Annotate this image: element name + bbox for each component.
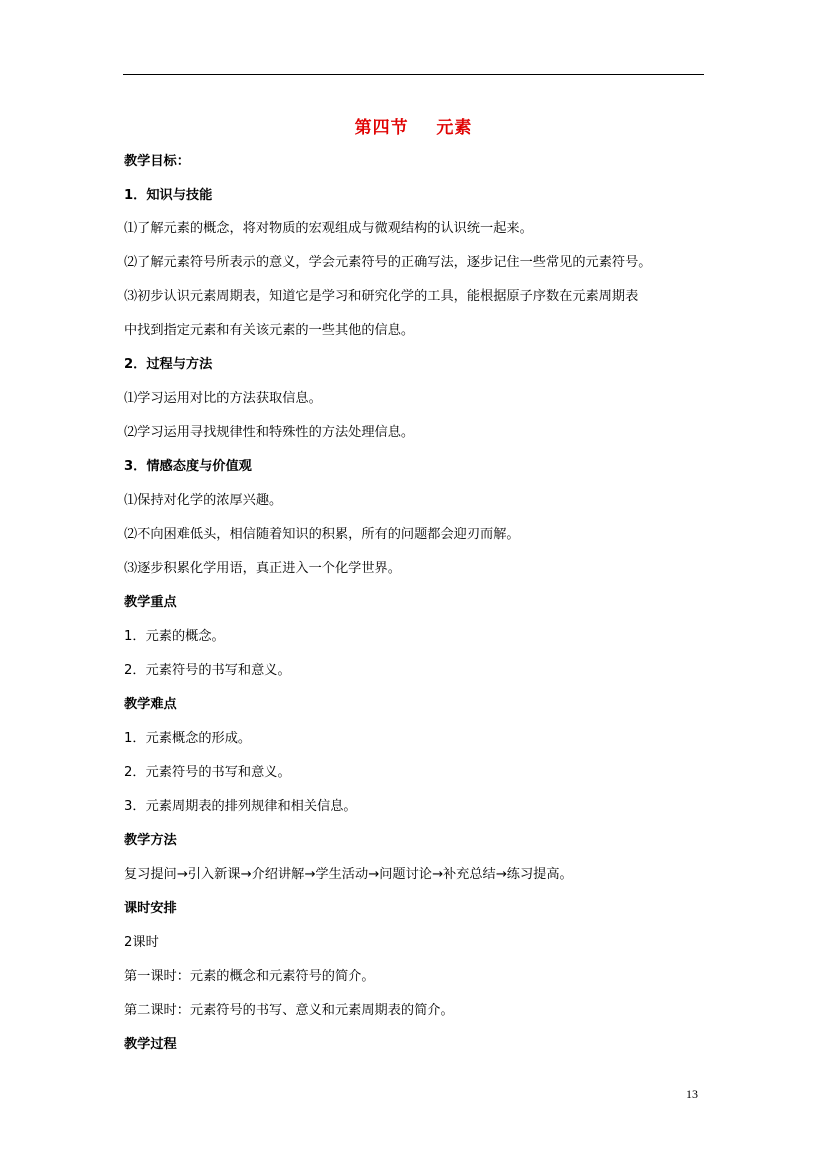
- header-rule: [123, 74, 704, 75]
- text-line: ⑵不向困难低头，相信随着知识的积累，所有的问题都会迎刃而解。: [124, 527, 520, 542]
- text-line: 复习提问→引入新课→介绍讲解→学生活动→问题讨论→补充总结→练习提高。: [124, 867, 573, 882]
- text-line: 中找到指定元素和有关该元素的一些其他的信息。: [124, 323, 415, 338]
- text-line: ⑴了解元素的概念，将对物质的宏观组成与微观结构的认识统一起来。: [124, 221, 533, 236]
- section-heading: 3．情感态度与价值观: [124, 459, 252, 474]
- text-line: 3．元素周期表的排列规律和相关信息。: [124, 799, 357, 814]
- section-heading: 教学方法: [124, 833, 177, 848]
- section-heading: 1．知识与技能: [124, 188, 213, 203]
- text-line: 1．元素的概念。: [124, 629, 225, 644]
- text-line: 1．元素概念的形成。: [124, 731, 252, 746]
- section-heading: 教学重点: [124, 595, 177, 610]
- section-heading: 课时安排: [124, 901, 177, 916]
- page-number: 13: [686, 1087, 698, 1101]
- text-line: 2．元素符号的书写和意义。: [124, 663, 291, 678]
- text-line: ⑶初步认识元素周期表，知道它是学习和研究化学的工具，能根据原子序数在元素周期表: [124, 289, 639, 304]
- text-line: ⑵学习运用寻找规律性和特殊性的方法处理信息。: [124, 425, 415, 440]
- text-line: ⑶逐步积累化学用语，真正进入一个化学世界。: [124, 561, 401, 576]
- text-line: ⑵了解元素符号所表示的意义，学会元素符号的正确写法，逐步记住一些常见的元素符号。: [124, 255, 652, 270]
- section-heading: 教学目标：: [124, 154, 190, 169]
- text-line: ⑴保持对化学的浓厚兴趣。: [124, 493, 283, 508]
- text-line: 第二课时：元素符号的书写、意义和元素周期表的简介。: [124, 1003, 454, 1018]
- section-heading: 教学难点: [124, 697, 177, 712]
- text-line: 2．元素符号的书写和意义。: [124, 765, 291, 780]
- text-line: 第一课时：元素的概念和元素符号的简介。: [124, 969, 375, 984]
- section-heading: 教学过程: [124, 1037, 177, 1052]
- text-line: 2课时: [124, 935, 159, 950]
- section-title: 第四节 元素: [354, 118, 473, 138]
- section-heading: 2．过程与方法: [124, 357, 213, 372]
- text-line: ⑴学习运用对比的方法获取信息。: [124, 391, 322, 406]
